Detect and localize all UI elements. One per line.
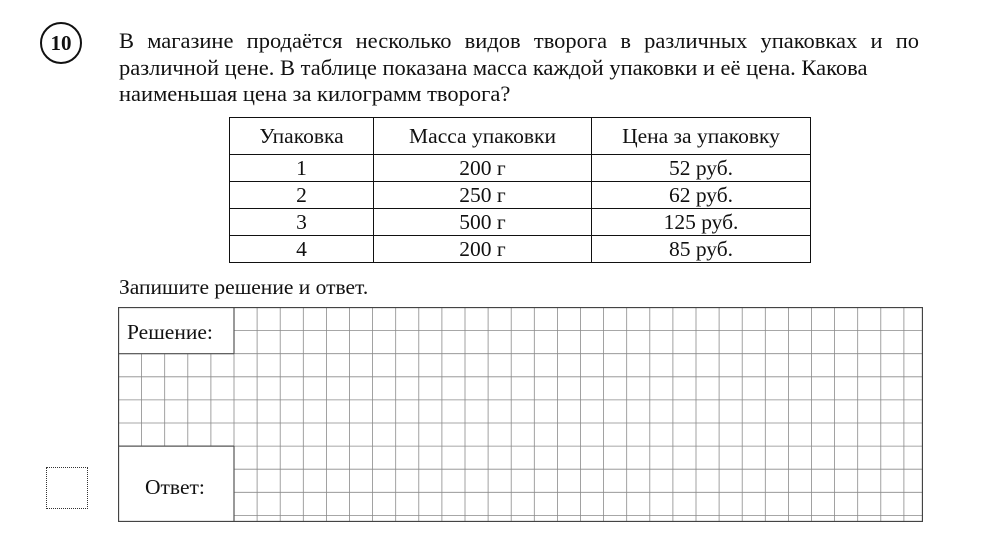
solution-label: Решение: [127, 320, 213, 344]
table-row [230, 236, 811, 263]
cell-package: 2 [230, 182, 374, 209]
cell-price: 62 руб. [592, 182, 811, 209]
question-last-line: наименьшая цена за килограмм творога? [119, 81, 511, 106]
header-package: Упаковка [230, 118, 374, 155]
cell-mass: 500 г [374, 209, 592, 236]
table-header-row [230, 118, 811, 155]
table-row [230, 182, 811, 209]
task-number-badge: 10 [40, 22, 82, 64]
header-price: Цена за упаковку [592, 118, 811, 155]
cell-mass: 200 г [374, 236, 592, 263]
table-row [230, 155, 811, 182]
cell-package: 4 [230, 236, 374, 263]
instruction-text: Запишите решение и ответ. [119, 275, 369, 299]
grid-lines [118, 307, 923, 522]
table-row [230, 209, 811, 236]
cell-mass: 200 г [374, 155, 592, 182]
cell-price: 52 руб. [592, 155, 811, 182]
question-main-text: В магазине продаётся несколько видов творога в различных упаковках и по различной цене. В таблице показана масса каждой упаковки и её цена. Какова [119, 28, 919, 80]
answer-label: Ответ: [145, 475, 205, 499]
cottage-cheese-table [229, 117, 811, 263]
header-mass: Масса упаковки [374, 118, 592, 155]
cell-price: 125 руб. [592, 209, 811, 236]
cell-package: 3 [230, 209, 374, 236]
question-text [119, 28, 919, 108]
score-box [46, 467, 88, 509]
answer-grid[interactable] [118, 307, 923, 522]
cell-package: 1 [230, 155, 374, 182]
cell-mass: 250 г [374, 182, 592, 209]
cell-price: 85 руб. [592, 236, 811, 263]
